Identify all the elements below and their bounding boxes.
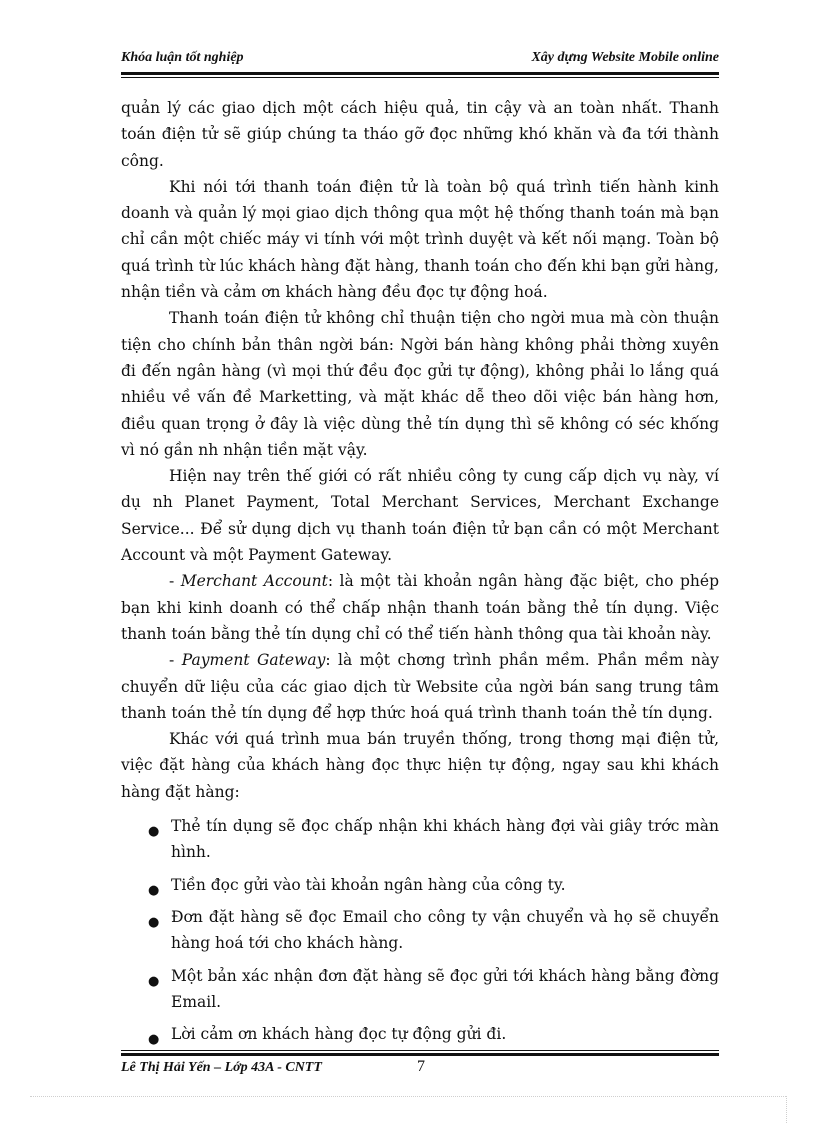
paragraph-payment-gateway [121,647,719,726]
definition-payment-gateway: : là một chơng trình phần mềm. Phần mềm này chuyển dữ liệu của các giao dịch từ Website của ngời bán sang trung tâm thanh toán thẻ tín dụng để hợp thức hoá quá trình thanh toán thẻ tín dụng. [121,651,719,722]
paragraph-4: Hiện nay trên thế giới có rất nhiều công ty cung cấp dịch vụ này, ví dụ nh Planet Payment, Total Merchant Services, Merchant Exchange Service... Để sử dụng dịch vụ thanh toán điện tử bạn cần có một Merchant Account và một Payment Gateway. [121,467,719,565]
bullet-icon: ● [148,824,160,840]
definition-merchant-account: : là một tài khoản ngân hàng đặc biệt, cho phép bạn khi kinh doanh có thể chấp nhận thanh toán bằng thẻ tín dụng. Việc thanh toán bằng thẻ tín dụng chỉ có thể tiến hành thông qua tài khoản này. [121,572,719,643]
header-rule-thin [121,77,719,78]
bullet-icon: ● [148,914,160,930]
page-border-bottom [30,1096,786,1097]
paragraph-3: Thanh toán điện tử không chỉ thuận tiện cho ngời mua mà còn thuận tiện cho chính bản thân ngời bán: Ngời bán hàng không phải thờng xuyên đi đến ngân hàng (vì mọi thứ đều đọc gửi tự động), không phải lo lắng quá nhiều về vấn đề Marketting, và mặt khác dễ theo dõi việc bán hàng hơn, điều quan trọng ở đây là việc dùng thẻ tín dụng thì sẽ không có séc khống vì nó gần nh nhận tiền mặt vậy. [121,309,719,459]
term-payment-gateway: Payment Gateway [181,651,326,670]
bullet-list [121,813,719,1047]
page-header [121,48,719,72]
term-merchant-account: Merchant Account [180,572,328,591]
header-project-title: Xây dựng Website Mobile online [531,50,719,65]
header-rule-thick [121,72,719,75]
footer-rule-thick [121,1053,719,1056]
paragraph-merchant-account [121,568,719,647]
header-thesis-title: Khóa luận tốt nghiệp [121,50,244,65]
list-item [121,1021,719,1047]
dash-prefix: - [169,572,181,591]
list-item [121,813,719,866]
paragraph-1: quản lý các giao dịch một cách hiệu quả, tin cậy và an toàn nhất. Thanh toán điện tử sẽ giúp chúng ta tháo gỡ đọc những khó khăn và đa tới thành công. [121,99,719,170]
list-item [121,963,719,1016]
body-text [121,95,719,1053]
page-border-right [786,1096,787,1123]
list-item-text: Đơn đặt hàng sẽ đọc Email cho công ty vận chuyển và họ sẽ chuyển hàng hoá tới cho khách hàng. [171,907,719,953]
page-number: 7 [417,1058,425,1075]
list-item [121,872,719,898]
list-item-text: Lời cảm ơn khách hàng đọc tự động gửi đi. [171,1025,507,1044]
bullet-icon: ● [148,882,160,898]
footer-rule-thin [121,1050,719,1051]
paragraph-7: Khác với quá trình mua bán truyền thống, trong thơng mại điện tử, việc đặt hàng của khách hàng đọc thực hiện tự động, ngay sau khi khách hàng đặt hàng: [121,730,719,801]
list-item-text: Một bản xác nhận đơn đặt hàng sẽ đọc gửi tới khách hàng bằng đờng Email. [171,966,719,1011]
footer-author: Lê Thị Hải Yến – Lớp 43A - CNTT [121,1060,322,1075]
list-item-text: Tiền đọc gửi vào tài khoản ngân hàng của công ty. [171,875,566,894]
dash-prefix: - [169,651,182,670]
bullet-icon: ● [148,1032,160,1048]
list-item [121,904,719,957]
list-item-text: Thẻ tín dụng sẽ đọc chấp nhận khi khách hàng đợi vài giây trớc màn hình. [171,817,719,862]
paragraph-2: Khi nói tới thanh toán điện tử là toàn bộ quá trình tiến hành kinh doanh và quản lý mọi giao dịch thông qua một hệ thống thanh toán mà bạn chỉ cần một chiếc máy vi tính với một trình duyệt và kết nối mạng. Toàn bộ quá trình từ lúc khách hàng đặt hàng, thanh toán cho đến khi bạn gửi hàng, nhận tiền và cảm ơn khách hàng đều đọc tự động hoá. [121,177,719,302]
bullet-icon: ● [148,973,160,989]
page-footer [121,1058,719,1080]
